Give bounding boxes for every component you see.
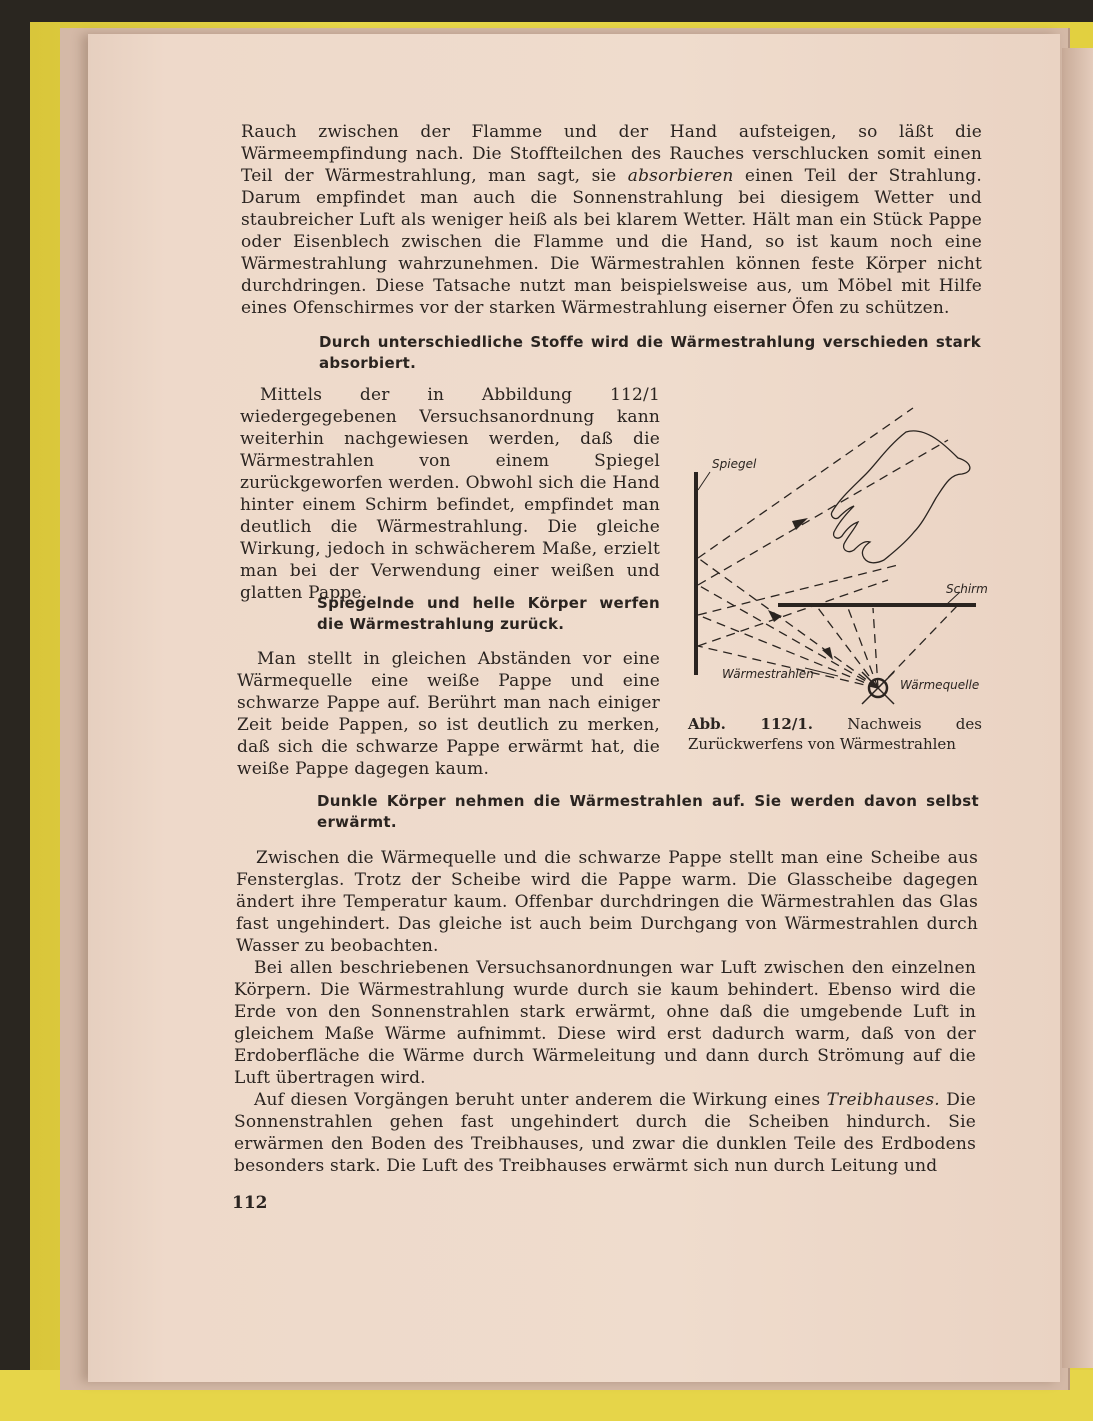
rule-dark-bodies: Dunkle Körper nehmen die Wärmestrahlen auf. Sie werden davon selbst erwärmt. <box>317 792 979 831</box>
label-spiegel: Spiegel <box>712 457 757 471</box>
rule-reflection: Spiegelnde und helle Körper werfen die Wärmestrahlung zurück. <box>317 594 660 633</box>
paragraph-2-text: Mittels der in Abbildung 112/1 wiedergegebenen Versuchsanordnung kann weiterhin nachgewiesen werden, daß die Wärmestrahlen von einem Spiegel zurückgeworfen werden. Obwohl sich die Hand hinter einem Schirm befindet, empfindet man deutlich die Wärmestrahlung. Die gleiche Wirkung, jedoch in schwächerem Maße, erzielt man bei der Verwendung einer weißen und glatten Pappe. <box>240 385 660 603</box>
ray-arrow-2 <box>768 610 782 622</box>
label-waermequelle: Wärmequelle <box>900 678 980 692</box>
paragraph-1 <box>241 121 982 319</box>
term-treibhauses: Treibhauses. <box>826 1090 940 1110</box>
figure-caption-text: Nachweis des Zurückwerfens von Wärmestrahlen <box>688 715 982 753</box>
paragraph-6-text-b: Die Sonnenstrahlen gehen fast ungehindert durch die Scheiben hindurch. Sie erwärmen den Boden des Treibhauses, und zwar die dunklen Teile des Erdbodens besonders stark. Die Luft des Treibhauses erwärmt sich nun durch Leitung und <box>234 1090 976 1176</box>
page-number: 112 <box>232 1193 268 1213</box>
paragraph-6-text-a: Auf diesen Vorgängen beruht unter anderem die Wirkung eines <box>254 1090 827 1110</box>
figure-number: Abb. 112/1. <box>688 715 813 733</box>
figure-caption <box>688 714 982 754</box>
paragraph-3-text: Man stellt in gleichen Abständen vor eine Wärmequelle eine weiße Pappe und eine schwarze Pappe auf. Berührt man nach einiger Zeit beide Pappen, so ist deutlich zu merken, daß sich die schwarze Pappe erwärmt hat, die weiße Pappe dagegen kaum. <box>237 649 660 779</box>
paragraph-1-text-a: Rauch zwischen der Flamme und der Hand aufsteigen, so läßt die Wärmeempfindung nach. Die Stoffteilchen des Rauches verschlucken somit einen Teil der Wärmestrahlung, man sagt, sie <box>241 122 982 186</box>
term-absorbieren: absorbieren <box>627 166 734 186</box>
paragraph-4 <box>236 847 978 957</box>
figure-heat-reflection <box>688 400 988 710</box>
paragraph-3 <box>237 648 660 780</box>
rule-absorption: Durch unterschiedliche Stoffe wird die Wärmestrahlung verschieden stark absorbiert. <box>319 333 981 372</box>
label-waermestrahlen: Wärmestrahlen <box>722 667 814 681</box>
figure-diagram <box>688 400 988 710</box>
paragraph-5 <box>234 957 976 1089</box>
paragraph-4-text: Zwischen die Wärmequelle und die schwarze Pappe stellt man eine Scheibe aus Fensterglas. Trotz der Scheibe wird die Pappe warm. Die Glasscheibe dagegen ändert ihre Temperatur kaum. Offenbar durchdringen die Wärmestrahlen das Glas fast ungehindert. Das gleiche ist auch beim Durchgang von Wärmestrahlen durch Wasser zu beobachten. <box>236 848 978 956</box>
mirror-pointer <box>698 472 710 490</box>
paragraph-6 <box>234 1089 976 1177</box>
label-schirm: Schirm <box>946 582 988 596</box>
paragraph-2 <box>240 384 660 604</box>
paragraph-1-text-b: einen Teil der Strahlung. Darum empfindet man auch die Sonnenstrahlung bei diesigem Wetter und staubreicher Luft als weniger heiß als bei klarem Wetter. Hält man ein Stück Pappe oder Eisenblech zwischen die Flamme und die Hand, so ist kaum noch eine Wärmestrahlung wahrzunehmen. Die Wärmestrahlen können feste Körper nicht durchdringen. Diese Tatsache nutzt man beispielsweise aus, um Möbel mit Hilfe eines Ofenschirmes vor der starken Wärmestrahlung eiserner Öfen zu schützen. <box>241 166 982 318</box>
ray-arrow-1 <box>792 518 808 530</box>
heat-rays <box>698 408 958 688</box>
paragraph-5-text: Bei allen beschriebenen Versuchsanordnungen war Luft zwischen den einzelnen Körpern. Die Wärmestrahlung wurde durch sie kaum behindert. Ebenso wird die Erde von den Sonnenstrahlen stark erwärmt, ohne daß die umgebende Luft in gleichem Maße Wärme aufnimmt. Diese wird erst dadurch warm, daß von der Erdoberfläche die Wärme durch Wärmeleitung und dann durch Strömung auf die Luft übertragen wird. <box>234 958 976 1088</box>
